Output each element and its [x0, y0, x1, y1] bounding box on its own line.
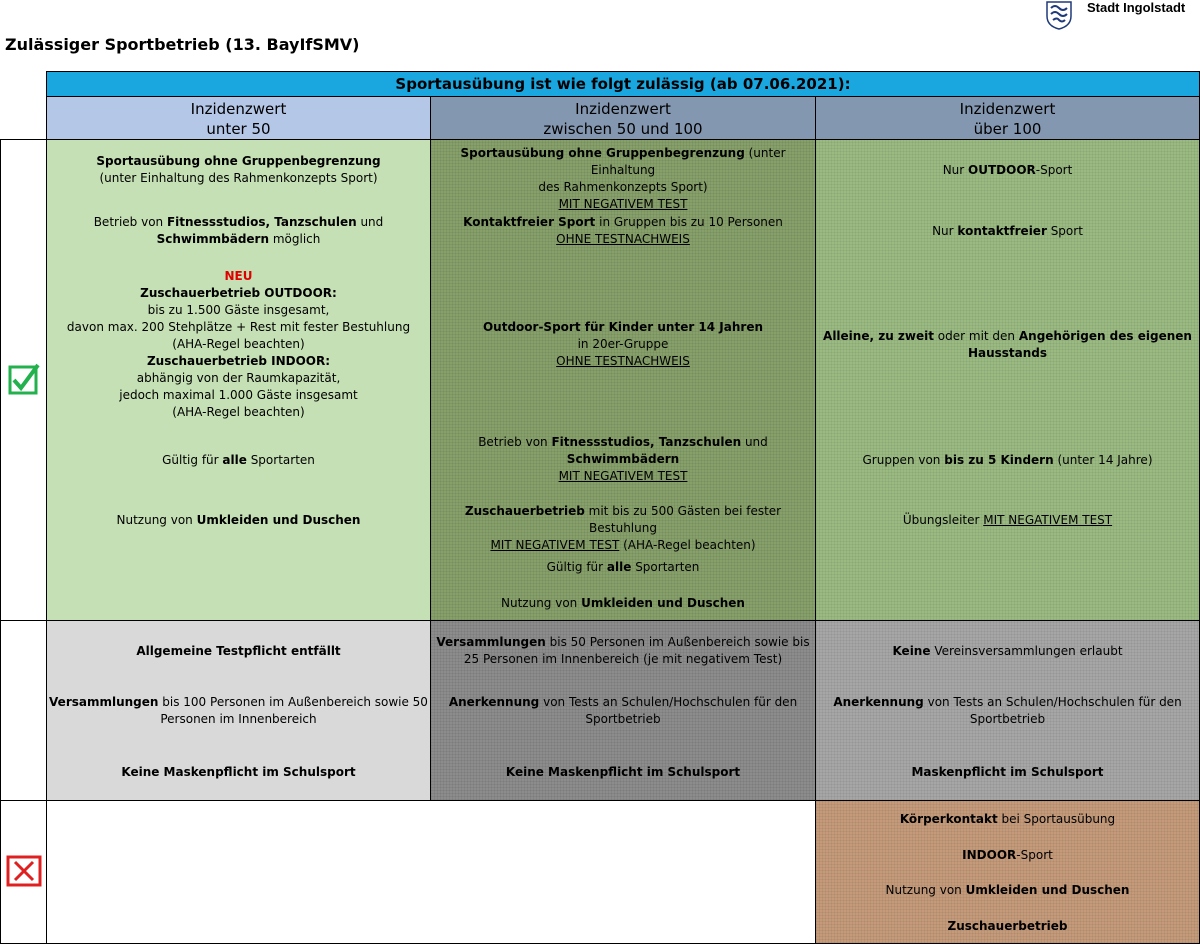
city-label: Stadt Ingolstadt [1087, 0, 1186, 15]
banner: Sportausübung ist wie folgt zulässig (ab 07.06.2021): [46, 71, 1200, 97]
other-over-100 [815, 620, 1200, 801]
item-masks: Keine Maskenpflicht im Schulsport [121, 765, 356, 779]
item-indoor: INDOOR-Sport [962, 848, 1053, 862]
allowed-under-50 [46, 139, 431, 621]
item-trainer: Übungsleiter MIT NEGATIVEM TEST [902, 513, 1113, 527]
other-50-100 [430, 620, 816, 801]
item-changing-rooms: Nutzung von Umkleiden und Duschen [501, 596, 745, 610]
item-fitness: Betrieb von Fitnessstudios, Tanzschulen und Schwimmbädern MIT NEGATIVEM TEST [478, 435, 768, 483]
item-fitness: Betrieb von Fitnessstudios, Tanzschulen und Schwimmbädern möglich [93, 215, 384, 246]
item-household: Alleine, zu zweit oder mit den Angehörigen des eigenen Hausstands [823, 329, 1192, 360]
other-under-50 [46, 620, 431, 801]
item-test-recognition: Anerkennung von Tests an Schulen/Hochschulen für den Sportbetrieb [833, 695, 1182, 726]
cross-box-icon [6, 855, 42, 887]
item-contactless: Kontaktfreier Sport in Gruppen bis zu 10 Personen OHNE TESTNACHWEIS [463, 215, 783, 246]
side-cell-other [0, 620, 47, 801]
item-group-limit: Sportausübung ohne Gruppenbegrenzung (unter Einhaltung des Rahmenkonzepts Sport) MIT NEGATIVEM TEST [460, 146, 786, 211]
item-children-groups: Gruppen von bis zu 5 Kindern (unter 14 Jahre) [862, 453, 1153, 467]
allowed-50-100 [430, 139, 816, 621]
item-contactless-only: Nur kontaktfreier Sport [932, 224, 1083, 238]
forbidden-empty [46, 800, 816, 944]
column-header-50-100: Inzidenzwert zwischen 50 und 100 [430, 96, 816, 140]
item-changing-rooms: Nutzung von Umkleiden und Duschen [885, 883, 1130, 897]
item-masks: Keine Maskenpflicht im Schulsport [505, 765, 741, 779]
check-box-icon [8, 363, 40, 395]
item-all-sports: Gültig für alle Sportarten [162, 453, 315, 467]
column-header-over-100: Inzidenzwert über 100 [815, 96, 1200, 140]
item-outdoor-only: Nur OUTDOOR-Sport [942, 163, 1073, 177]
item-spectators: Zuschauerbetrieb [947, 919, 1068, 933]
item-test-recognition: Anerkennung von Tests an Schulen/Hochschulen für den Sportbetrieb [448, 695, 798, 726]
item-test-obligation: Allgemeine Testpflicht entfällt [136, 644, 341, 658]
item-children-outdoor: Outdoor-Sport für Kinder unter 14 Jahren in 20er-Gruppe OHNE TESTNACHWEIS [482, 320, 764, 368]
page-title: Zulässiger Sportbetrieb (13. BayIfSMV) [5, 35, 360, 54]
item-spectators: NEU Zuschauerbetrieb OUTDOOR: bis zu 1.500 Gäste insgesamt, davon max. 200 Stehplätze + Rest mit fester Bestuhlung (AHA-Regel beachten) Zuschauerbetrieb INDOOR: abhängig von der Raumkapazität, jedoch maximal 1.000 Gäste insgesamt (AHA-Regel beachten) [66, 269, 411, 419]
item-assemblies: Versammlungen bis 100 Personen im Außenbereich sowie 50 Personen im Innenbereich [49, 695, 428, 726]
item-masks: Maskenpflicht im Schulsport [911, 765, 1104, 779]
item-body-contact: Körperkontakt bei Sportausübung [899, 812, 1116, 826]
item-assemblies: Versammlungen bis 50 Personen im Außenbereich sowie bis 25 Personen im Innenbereich (je mit negativem Test) [436, 635, 810, 666]
column-header-under-50: Inzidenzwert unter 50 [46, 96, 431, 140]
item-assemblies: Keine Vereinsversammlungen erlaubt [892, 644, 1123, 658]
item-changing-rooms: Nutzung von Umkleiden und Duschen [116, 513, 361, 527]
item-spectators: Zuschauerbetrieb mit bis zu 500 Gästen bei fester Bestuhlung MIT NEGATIVEM TEST (AHA-Regel beachten) [464, 504, 782, 552]
coat-of-arms-icon [1045, 0, 1073, 30]
item-group-limit: Sportausübung ohne Gruppenbegrenzung (unter Einhaltung des Rahmenkonzepts Sport) [96, 154, 381, 185]
item-all-sports: Gültig für alle Sportarten [546, 560, 700, 574]
forbidden-over-100 [815, 800, 1200, 944]
allowed-over-100 [815, 139, 1200, 621]
